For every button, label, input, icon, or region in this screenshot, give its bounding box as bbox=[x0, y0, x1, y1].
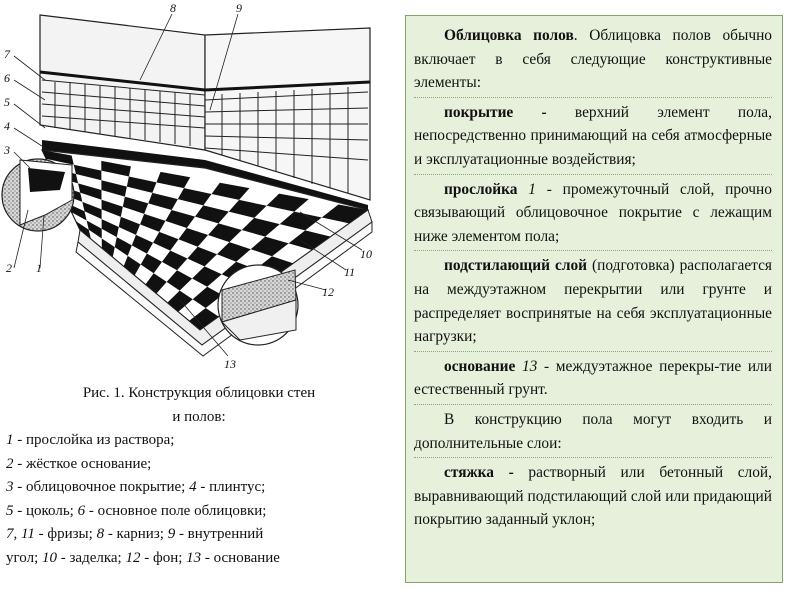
caption-line-1 bbox=[6, 429, 392, 453]
caption-line-3 bbox=[6, 476, 392, 500]
paragraph-text: верхний элемент пола, непосредственно принимающий на себя атмосферные и эксплуатационные воздействия; bbox=[414, 103, 772, 168]
caption-line-2 bbox=[6, 453, 392, 477]
callout-11: 11 bbox=[344, 265, 356, 279]
caption-line-5 bbox=[6, 523, 392, 547]
term-number: 1 bbox=[528, 180, 536, 198]
caption-text: - заделка; bbox=[56, 549, 126, 566]
callout-4: 4 bbox=[4, 119, 10, 133]
callout-10: 10 bbox=[360, 247, 372, 261]
detail-circle-left bbox=[2, 159, 74, 231]
caption-num: 11 bbox=[21, 526, 35, 542]
caption-line-4 bbox=[6, 500, 392, 524]
caption-num: 13 bbox=[186, 549, 202, 566]
caption-text: , bbox=[13, 526, 21, 542]
description-panel bbox=[405, 15, 783, 583]
caption-text: угол; bbox=[6, 549, 42, 566]
term-underlayer: подстилающий слой bbox=[444, 257, 588, 275]
term-floor-cladding: Облицовка полов bbox=[444, 27, 574, 44]
caption-num: 12 bbox=[125, 549, 141, 566]
caption-text: - облицовочное покрытие; bbox=[13, 479, 190, 495]
caption-title-1: Рис. 1. Конструкция облицовки стен bbox=[82, 385, 316, 401]
callout-7: 7 bbox=[4, 47, 10, 61]
paragraph-text: - промежуточный слой, прочно связывающий облицовочное покрытие с лежащим ниже элементом пола; bbox=[414, 180, 772, 245]
caption-num: 10 bbox=[41, 549, 57, 566]
caption-text: - плинтус; bbox=[196, 479, 266, 495]
caption-text: - внутренний bbox=[175, 526, 264, 542]
term-interlayer: прослойка bbox=[444, 180, 518, 198]
caption-num: 1 bbox=[6, 432, 14, 448]
figure-drawing bbox=[0, 0, 392, 380]
callout-6: 6 bbox=[4, 71, 10, 85]
caption-num: 8 bbox=[96, 526, 105, 542]
paragraph-underlayer bbox=[414, 254, 772, 351]
detail-circle-right bbox=[218, 265, 298, 345]
paragraph-text: . Облицовка полов обычно включает в себя следующие конструктивные элементы: bbox=[414, 27, 772, 92]
paragraph-base bbox=[414, 355, 772, 405]
caption-num: 7 bbox=[6, 526, 14, 542]
caption-text: - жёсткое основание; bbox=[13, 455, 152, 472]
caption-num: 9 bbox=[167, 526, 176, 542]
caption-title-2: и полов: bbox=[172, 408, 226, 425]
caption-num: 6 bbox=[77, 502, 86, 519]
caption-num: 2 bbox=[6, 455, 14, 472]
caption-text: - фризы; bbox=[34, 526, 97, 542]
term-screed: стяжка - bbox=[444, 464, 514, 482]
callout-9: 9 bbox=[236, 1, 242, 15]
paragraph-text: - междуэтажное перекры-тие или естественный грунт. bbox=[414, 357, 772, 399]
caption-text: - прослойка из раствора; bbox=[13, 432, 175, 448]
caption-text: - основное поле облицовки; bbox=[85, 502, 267, 519]
callout-8: 8 bbox=[170, 1, 176, 15]
paragraph-text: (подготовка) располагается на междуэтажном перекрытии или грунте и распределяет воспринятые на себя эксплуатационные нагрузки; bbox=[414, 257, 772, 346]
paragraph-covering bbox=[414, 101, 772, 175]
callout-1: 1 bbox=[36, 261, 42, 275]
caption-text: - цоколь; bbox=[13, 502, 78, 519]
paragraph-additional bbox=[414, 408, 772, 458]
caption-line-6 bbox=[6, 547, 392, 571]
term-base: основание bbox=[444, 357, 516, 375]
caption-num: 3 bbox=[6, 479, 14, 495]
caption-text: - основание bbox=[201, 549, 280, 566]
paragraph-text: растворный или бетонный слой, выравнивающий подстилающий слой или придающий покрытию заданный уклон; bbox=[414, 464, 772, 529]
paragraph-screed bbox=[414, 461, 772, 532]
term-number: 13 bbox=[521, 357, 538, 375]
caption-num: 4 bbox=[189, 479, 197, 495]
caption-num: 5 bbox=[6, 502, 14, 519]
caption-text: - карниз; bbox=[104, 526, 168, 542]
callout-2: 2 bbox=[6, 261, 12, 275]
paragraph-interlayer bbox=[414, 178, 772, 252]
callout-3: 3 bbox=[4, 143, 10, 157]
paragraph-intro bbox=[414, 24, 772, 98]
callout-13: 13 bbox=[224, 357, 236, 371]
callout-12: 12 bbox=[322, 285, 334, 299]
callout-5: 5 bbox=[4, 95, 10, 109]
figure-caption bbox=[6, 382, 392, 570]
term-covering: покрытие - bbox=[444, 103, 547, 121]
tile-construction-figure bbox=[0, 0, 392, 380]
caption-text: - фон; bbox=[140, 549, 187, 566]
paragraph-text: В конструкцию пола могут входить и дополнительные слои: bbox=[414, 410, 772, 452]
